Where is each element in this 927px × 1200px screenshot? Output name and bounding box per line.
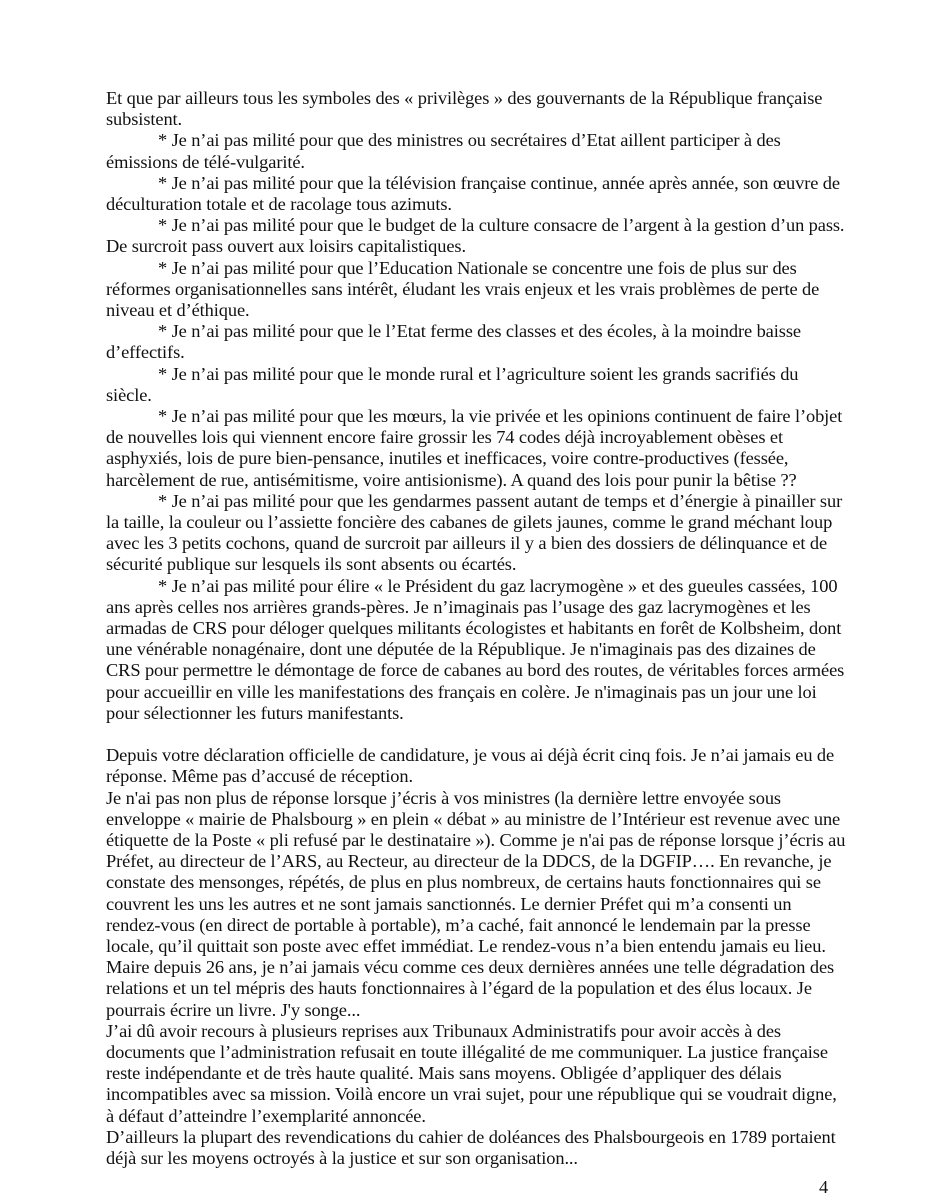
page-number: 4 (819, 1177, 829, 1197)
paragraph-spacer (106, 724, 848, 745)
bullet-gendarmes: * Je n’ai pas milité pour que les gendarmes passent autant de temps et d’énergie à pinailler sur la taille, la couleur ou l’assiette foncière des cabanes de gilets jaunes, comme le grand méchant loup avec les 3 petits cochons, quand de surcroit par ailleurs il y a bien des dossiers de délinquance et de sécurité publique sur lesquels ils sont absents ou écartés. (106, 490, 843, 575)
bullet-television: * Je n’ai pas milité pour que la télévision française continue, année après année, son œuvre de déculturation totale et de racolage tous azimuts. (106, 172, 840, 215)
bullet-tear-gas: * Je n’ai pas milité pour élire « le Président du gaz lacrymogène » et des gueules cassées, 100 ans après celles nos arrières grands-pères. Je n’imaginais pas l’usage des gaz lacrymogènes et les armadas de CRS pour déloger quelques militants écologistes et habitants en forêt de Kolbsheim, dont une vénérable nonagénaire, dont une députée de la République. Je n'imaginais pas des dizaines de CRS pour permettre le démontage de force de cabanes au bord des routes, de véritables forces armées pour accueillir en ville les manifestations des français en colère. Je n'imaginais pas un jour une loi pour sélectionner les futurs manifestants. (106, 575, 845, 723)
paragraph-tribunals: J’ai dû avoir recours à plusieurs reprises aux Tribunaux Administratifs pour avoir accès à des documents que l’administration refusait en toute illégalité de me communiquer. La justice française reste indépendante et de très haute qualité. Mais sans moyens. Obligée d’appliquer des délais incompatibles avec sa mission. Voilà encore un vrai sujet, pour une république qui se voudrait digne, à défaut d’atteindre l’exemplarité annoncée. (106, 1020, 837, 1126)
bullet-laws: * Je n’ai pas milité pour que les mœurs, la vie privée et les opinions continuent de faire l’objet de nouvelles lois qui viennent encore faire grossir les 74 codes déjà incroyablement obèses et asphyxiés, lois de pure bien-pensance, inutiles et inefficaces, voire contre-productives (fessée, harcèlement de rue, antisémitisme, voire antisionisme). A quand des lois pour punir la bêtise ?? (106, 406, 843, 490)
bullet-culture-pass: * Je n’ai pas milité pour que le budget de la culture consacre de l’argent à la gestion d’un pass. De surcroit pass ouvert aux loisirs capitalistiques. (106, 215, 845, 257)
bullet-rural: * Je n’ai pas milité pour que le monde rural et l’agriculture soient les grands sacrifiés du siècle. (106, 363, 799, 405)
paragraph-mayor: Maire depuis 26 ans, je n’ai jamais vécu comme ces deux dernières années une telle dégradation des relations et un tel mépris des hauts fonctionnaires à l’égard de la population et des élus locaux. Je pourrais écrire un livre. J'y songe... (106, 957, 835, 1020)
paragraph-1789: D’ailleurs la plupart des revendications du cahier de doléances des Phalsbourgeois en 1789 portaient déjà sur les moyens octroyés à la justice et sur son organisation... (106, 1126, 836, 1168)
paragraph-no-response: Je n'ai pas non plus de réponse lorsque j’écris à vos ministres (la dernière lettre envoyée sous enveloppe « mairie de Phalsbourg » en plein « débat » au ministre de l’Intérieur est revenue avec une étiquette de la Poste « pli refusé par le destinataire »). Comme je n'ai pas de réponse lorsque j’écris au Préfet, au directeur de l’ARS, au Recteur, au directeur de la DDCS, de la DGFIP…. En revanche, je constate des mensonges, répétés, de plus en plus nombreux, de certains hauts fonctionnaires qui se couvrent les uns les autres et ne sont jamais sanctionnés. Le dernier Préfet qui m’a consenti un rendez-vous (en direct de portable à portable), m’a caché, fait annoncé le lendemain par la presse locale, qu’il quittait son poste avec effet immédiat. Le rendez-vous n’a bien entendu jamais eu lieu. (106, 787, 846, 956)
letter-body (106, 88, 848, 1169)
paragraph-candidature: Depuis votre déclaration officielle de candidature, je vous ai déjà écrit cinq fois. Je n’ai jamais eu de réponse. Même pas d’accusé de réception. (106, 745, 835, 787)
bullet-tele-vulgarite: * Je n’ai pas milité pour que des ministres ou secrétaires d’Etat aillent participer à des émissions de télé-vulgarité. (106, 130, 781, 172)
bullet-education: * Je n’ai pas milité pour que l’Education Nationale se concentre une fois de plus sur des réformes organisationnelles sans intérêt, éludant les vrais enjeux et les vrais problèmes de perte de niveau et d’éthique. (106, 257, 820, 321)
bullet-schools: * Je n’ai pas milité pour que le l’Etat ferme des classes et des écoles, à la moindre baisse d’effectifs. (106, 321, 801, 363)
paragraph-symbols: Et que par ailleurs tous les symboles des « privilèges » des gouvernants de la République française subsistent. (106, 88, 823, 130)
